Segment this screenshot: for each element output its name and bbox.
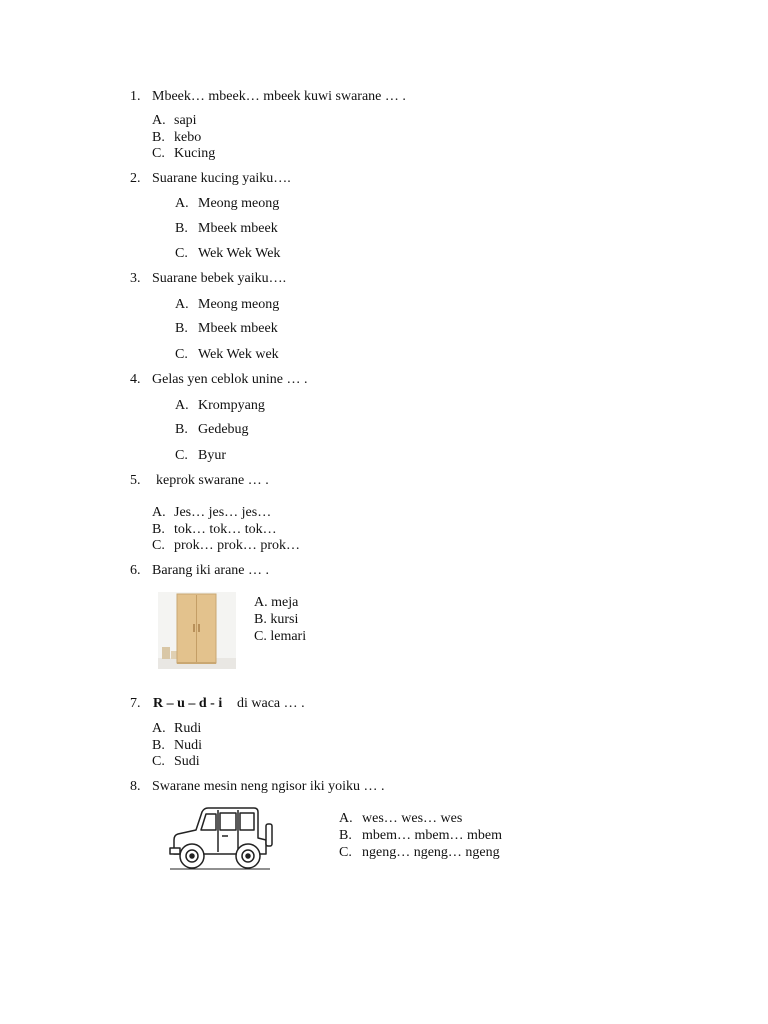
option-text: prok… prok… prok… <box>174 538 300 553</box>
option-letter: C. <box>152 754 165 769</box>
option-text: Mbeek mbeek <box>198 321 278 336</box>
option-letter: C. <box>175 246 188 261</box>
option-letter: C. <box>339 845 352 860</box>
option-text: sapi <box>174 113 197 128</box>
option-letter: B. <box>152 738 165 753</box>
option-text: Meong meong <box>198 196 280 211</box>
question-number: 4. <box>130 372 141 387</box>
jeep-image <box>166 804 274 874</box>
option-text: Rudi <box>174 721 202 736</box>
option-text: B. kursi <box>254 612 299 627</box>
question-text: Gelas yen ceblok unine … . <box>152 372 308 387</box>
option-letter: C. <box>175 347 188 362</box>
option-text: Meong meong <box>198 297 280 312</box>
option-letter: A. <box>152 721 166 736</box>
option-letter: A. <box>152 113 166 128</box>
question-text: di waca … . <box>237 696 305 711</box>
option-text: Wek Wek wek <box>198 347 279 362</box>
question-number: 6. <box>130 563 141 578</box>
option-text: ngeng… ngeng… ngeng <box>362 845 500 860</box>
option-text: Krompyang <box>198 398 265 413</box>
option-text: Nudi <box>174 738 202 753</box>
option-text: A. meja <box>254 595 299 610</box>
option-text: Sudi <box>174 754 200 769</box>
option-letter: B. <box>152 522 165 537</box>
option-text: Kucing <box>174 146 216 161</box>
option-letter: C. <box>152 538 165 553</box>
option-letter: B. <box>175 221 188 236</box>
question-text: Suarane kucing yaiku…. <box>152 171 291 186</box>
question-text: Barang iki arane … . <box>152 563 270 578</box>
option-text: Jes… jes… jes… <box>174 505 272 520</box>
question-number: 7. <box>130 696 141 711</box>
option-letter: A. <box>175 196 189 211</box>
question-text: Suarane bebek yaiku…. <box>152 271 287 286</box>
option-letter: B. <box>339 828 352 843</box>
option-letter: A. <box>339 811 353 826</box>
question-number: 8. <box>130 779 141 794</box>
option-letter: A. <box>152 505 166 520</box>
question-text: Mbeek… mbeek… mbeek kuwi swarane … . <box>152 89 406 104</box>
option-text: C. lemari <box>254 629 307 644</box>
option-letter: A. <box>175 398 189 413</box>
option-text: Wek Wek Wek <box>198 246 281 261</box>
option-text: kebo <box>174 130 202 145</box>
option-text: tok… tok… tok… <box>174 522 277 537</box>
question-text: Swarane mesin neng ngisor iki yoiku … . <box>152 779 385 794</box>
option-text: Gedebug <box>198 422 249 437</box>
option-letter: A. <box>175 297 189 312</box>
question-bold-text: R – u – d - i <box>153 696 223 711</box>
option-letter: C. <box>175 448 188 463</box>
wardrobe-image <box>158 592 236 669</box>
option-text: mbem… mbem… mbem <box>362 828 502 843</box>
option-letter: B. <box>175 422 188 437</box>
option-text: Mbeek mbeek <box>198 221 278 236</box>
option-letter: B. <box>152 130 165 145</box>
jeep-illustration <box>166 804 274 874</box>
question-text: keprok swarane … . <box>156 473 269 488</box>
question-number: 3. <box>130 271 141 286</box>
option-text: wes… wes… wes <box>362 811 463 826</box>
wardrobe-illustration <box>158 592 236 669</box>
option-letter: B. <box>175 321 188 336</box>
question-number: 1. <box>130 89 141 104</box>
question-number: 5. <box>130 473 141 488</box>
option-text: Byur <box>198 448 226 463</box>
question-number: 2. <box>130 171 141 186</box>
option-letter: C. <box>152 146 165 161</box>
